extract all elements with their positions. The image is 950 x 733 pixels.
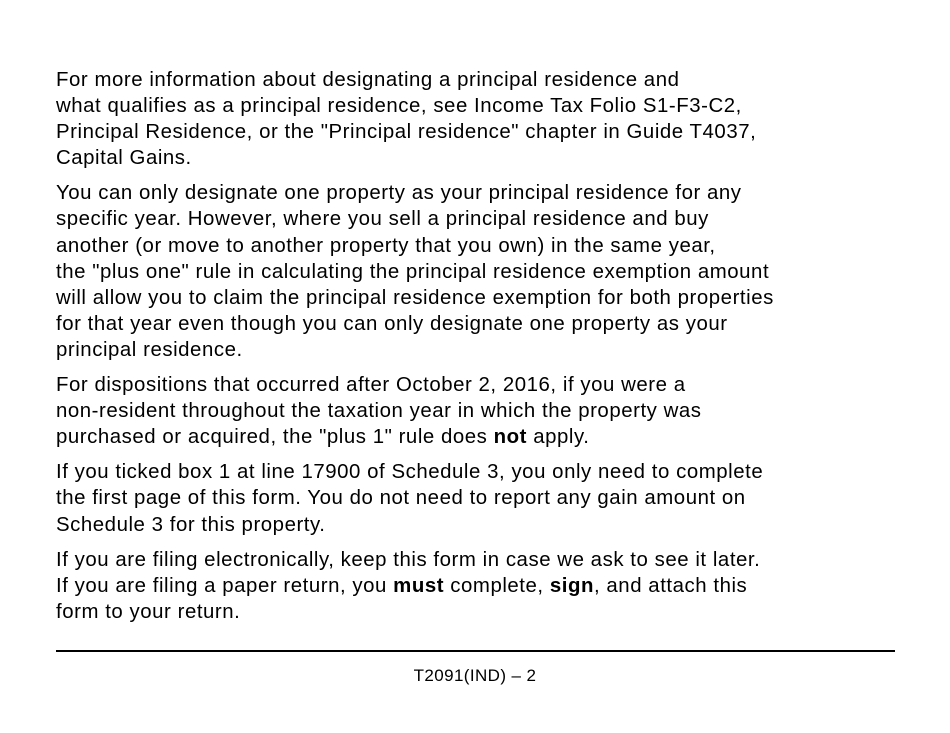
text-line: Capital Gains. (56, 147, 192, 170)
text-line: If you ticked box 1 at line 17900 of Schedule 3, you only need to complete (56, 461, 764, 484)
text-line: specific year. However, where you sell a principal residence and buy (56, 208, 709, 231)
emphasis-not: not (493, 426, 528, 449)
text-run: If you are filing a paper return, you (56, 574, 394, 597)
text-line: Schedule 3 for this property. (56, 513, 326, 536)
emphasis-sign: sign (549, 574, 594, 597)
text-line: principal residence. (56, 338, 243, 361)
paragraph-schedule-3 (56, 459, 896, 537)
text-line: the first page of this form. You do not need to report any gain amount on (56, 487, 746, 510)
text-line: what qualifies as a principal residence, see Income Tax Folio S1-F3-C2, (56, 95, 742, 118)
text-line: For dispositions that occurred after October 2, 2016, if you were a (56, 374, 686, 397)
text-run: purchased or acquired, the "plus 1" rule does (56, 426, 494, 449)
text-line: You can only designate one property as your principal residence for any (56, 182, 742, 205)
paragraph-more-information (56, 67, 896, 171)
text-run: , and attach this (593, 574, 748, 597)
footer-divider (56, 650, 895, 652)
form-id-footer: T2091(IND) – 2 (413, 666, 537, 685)
paragraph-dispositions (56, 372, 896, 450)
text-run: complete, (444, 574, 550, 597)
text-line: If you are filing electronically, keep this form in case we ask to see it later. (56, 548, 761, 571)
text-line: Principal Residence, or the "Principal residence" chapter in Guide T4037, (56, 121, 757, 144)
text-run: apply. (527, 426, 590, 449)
paragraph-one-property (56, 180, 896, 363)
emphasis-must: must (393, 574, 445, 597)
text-line: another (or move to another property that you own) in the same year, (56, 234, 716, 257)
text-line: non-resident throughout the taxation year in which the property was (56, 400, 702, 423)
text-line (56, 573, 896, 599)
text-line: for that year even though you can only designate one property as your (56, 312, 728, 335)
text-line: For more information about designating a principal residence and (56, 69, 680, 91)
text-line: will allow you to claim the principal residence exemption for both properties (56, 286, 774, 309)
text-line: the "plus one" rule in calculating the principal residence exemption amount (56, 260, 770, 283)
paragraph-filing (56, 547, 896, 625)
page-body (56, 67, 896, 634)
text-line (56, 424, 896, 450)
text-line: form to your return. (56, 600, 241, 623)
